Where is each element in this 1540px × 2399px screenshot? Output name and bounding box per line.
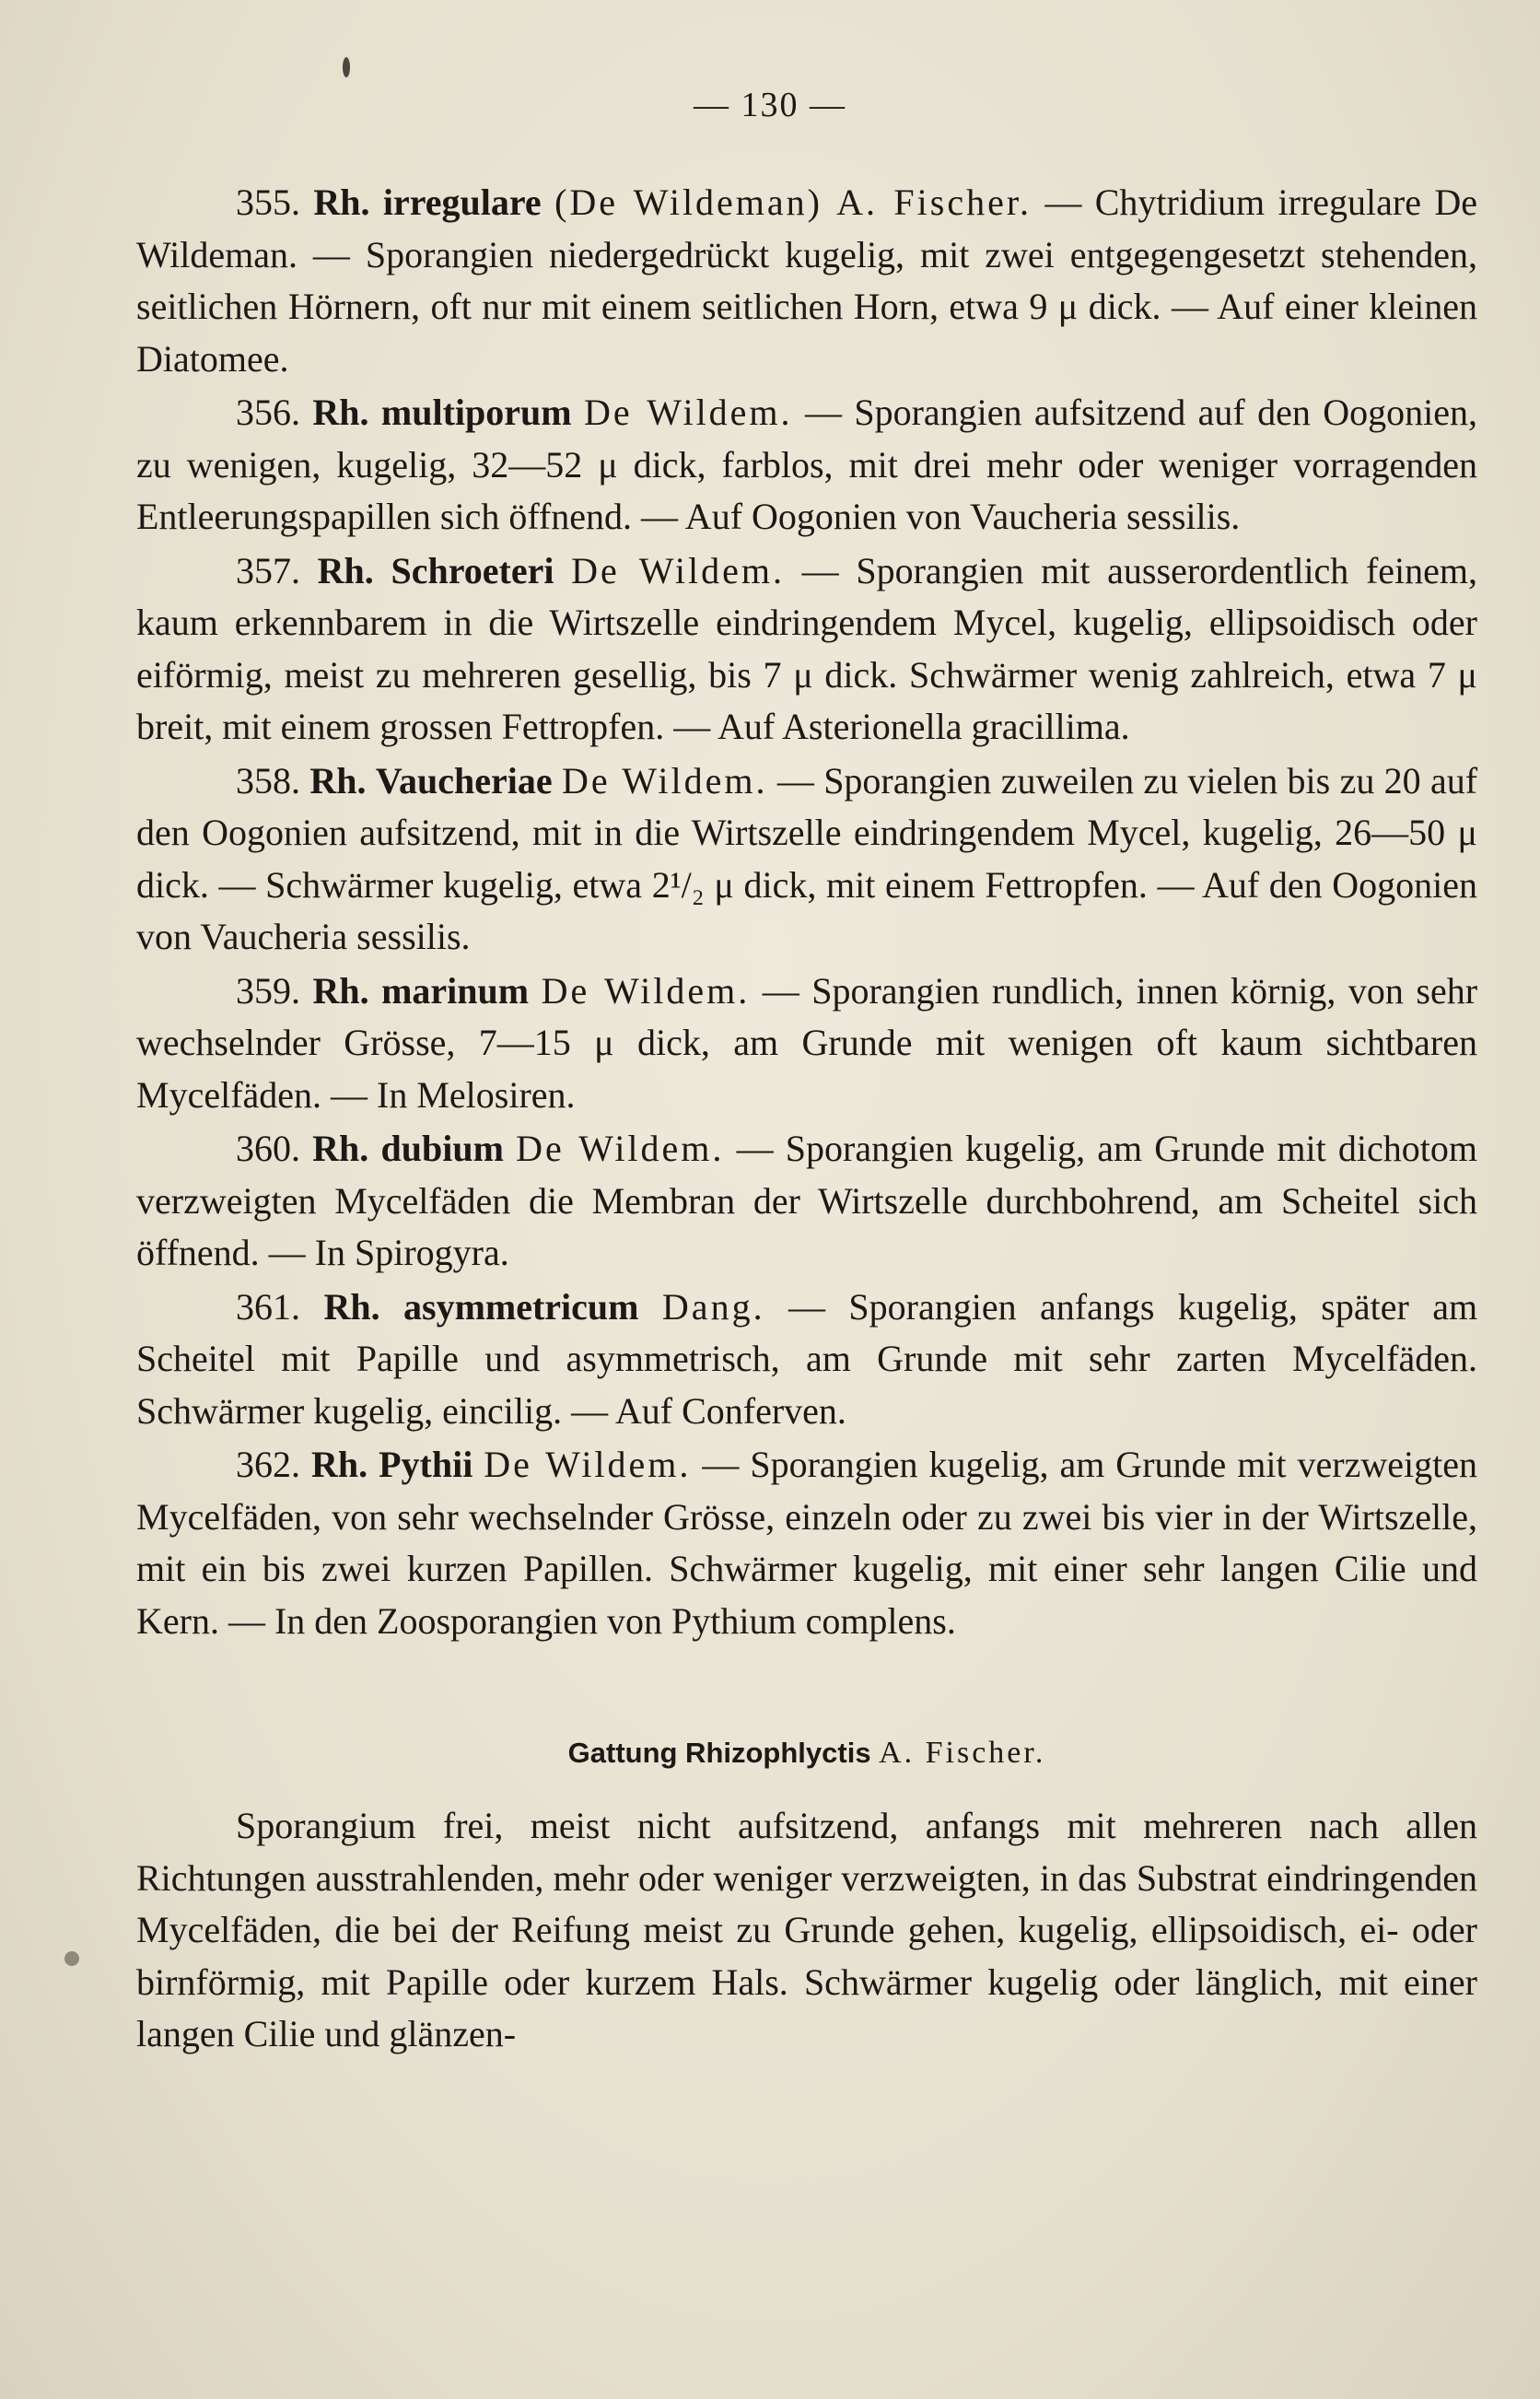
species-description: — Sporangien zuweilen zu vielen bis zu 20 auf den Oogonien aufsitzend, mit in die Wirtszelle eindringendem Mycel, kugelig, 26—50 μ dick. — Schwärmer kugelig, etwa 2¹/₂ μ dick, mit einem Fettropfen. — Auf den Oogonien von Vaucheria sessilis. [136,759,1478,957]
species-author: De Wildem. [571,549,785,591]
entry-number: 357. [236,549,300,591]
species-description: — Sporangien kugelig, am Grunde mit verzweigten Mycelfäden, von sehr wechselnder Grösse, einzeln oder zu zwei bis vier in der Wirtszelle, mit ein bis zwei kurzen Papillen. Schwärmer kugelig, mit einer sehr langen Cilie und Kern. — In den Zoosporangien von Pythium complens. [136,1444,1477,1642]
entry-number: 356. [236,392,300,433]
species-entry [136,965,1477,1122]
species-description: — Chytridium irregulare De Wildeman. — Sporangien niedergedrückt kugelig, mit zwei entgegengesetzt stehenden, seitlichen Hörnern, oft nur mit einem seitlichen Horn, etwa 9 μ dick. — Auf einer kleinen Diatomee. [136,181,1478,380]
species-epithet: Pythii [379,1444,473,1485]
genus-abbreviation: Rh. [312,969,369,1012]
species-entry [136,545,1477,754]
species-description: — Sporangien anfangs kugelig, später am Scheitel mit Papille und asymmetrisch, am Grunde mit sehr zarten Mycelfäden. Schwärmer kugelig, eincilig. — Auf Conferven. [136,1285,1478,1432]
entry-number: 355. [236,181,300,223]
genus-section-heading [136,1730,1477,1776]
ink-spot-left [64,1951,79,1966]
genus-abbreviation: Rh. [312,1128,369,1169]
genus-description: Sporangium frei, meist nicht aufsitzend, anfangs mit mehreren nach allen Richtungen ausstrahlenden, mehr oder weniger verzweigten, in das Substrat eindringenden Mycelfäden, die bei der Reifung meist zu Grunde gehen, kugelig, ellipsoidisch, ei- oder birnförmig, mit Papille oder kurzem Hals. Schwärmer kugelig oder länglich, mit einer langen Cilie und glänzen- [136,1805,1477,2054]
species-epithet: marinum [381,969,530,1012]
genus-abbreviation: Rh. [317,549,374,591]
genus-abbreviation: Rh. [309,759,367,802]
species-epithet: dubium [380,1128,504,1169]
species-author: De Wildem. [541,969,751,1012]
species-entry [136,755,1477,964]
species-epithet: irregulare [382,181,542,223]
entry-number: 361. [236,1285,300,1328]
species-description: — Sporangien rundlich, innen körnig, von sehr wechselnder Grösse, 7—15 μ dick, am Grunde mit wenigen oft kaum sichtbaren Mycelfäden. — In Melosiren. [136,969,1478,1116]
genus-abbreviation: Rh. [313,181,370,223]
ink-spot-top [343,57,350,77]
genus-heading-label: Gattung Rhizophlyctis [567,1737,871,1769]
species-entry [136,1281,1477,1438]
species-author: Dang. [661,1285,765,1328]
species-author: De Wildem. [562,759,768,802]
entry-number: 362. [236,1444,300,1485]
species-entry [136,177,1477,385]
species-author: De Wildem. [584,392,793,433]
entry-number: 359. [236,969,300,1012]
page-number: — 130 — [694,86,846,124]
species-epithet: Schroeteri [391,549,554,591]
species-entry [136,1439,1477,1647]
species-description: — Sporangien kugelig, am Grunde mit dichotom verzweigten Mycelfäden die Membran der Wirtszelle durchbohrend, am Scheitel sich öffnend. — In Spirogyra. [136,1128,1478,1273]
genus-abbreviation: Rh. [323,1285,380,1328]
species-description: — Sporangien mit ausserordentlich feinem, kaum erkennbarem in die Wirtszelle eindringendem Mycel, kugelig, ellipsoidisch oder eiförmig, meist zu mehreren gesellig, bis 7 μ dick. Schwärmer wenig zahlreich, etwa 7 μ breit, mit einem grossen Fettropfen. — Auf Asterionella gracillima. [136,549,1478,747]
species-entry [136,1123,1477,1280]
genus-abbreviation: Rh. [310,1444,368,1485]
species-author: (De Wildeman) A. Fischer. [554,181,1032,223]
species-entry [136,387,1477,544]
genus-heading-author: A. Fischer. [879,1736,1046,1770]
genus-abbreviation: Rh. [312,392,369,433]
species-epithet: multiporum [380,392,572,433]
species-description: — Sporangien aufsitzend auf den Oogonien, zu wenigen, kugelig, 32—52 μ dick, farblos, mit drei mehr oder weniger vorragenden Entleerungspapillen sich öffnend. — Auf Oogonien von Vaucheria sessilis. [136,392,1478,537]
species-epithet: asymmetricum [403,1285,639,1328]
species-author: De Wildem. [516,1128,725,1169]
entry-number: 358. [236,759,300,802]
species-author: De Wildem. [484,1444,692,1485]
page-body [136,177,1477,2098]
species-epithet: Vaucheriae [375,759,553,802]
entry-number: 360. [236,1128,300,1169]
